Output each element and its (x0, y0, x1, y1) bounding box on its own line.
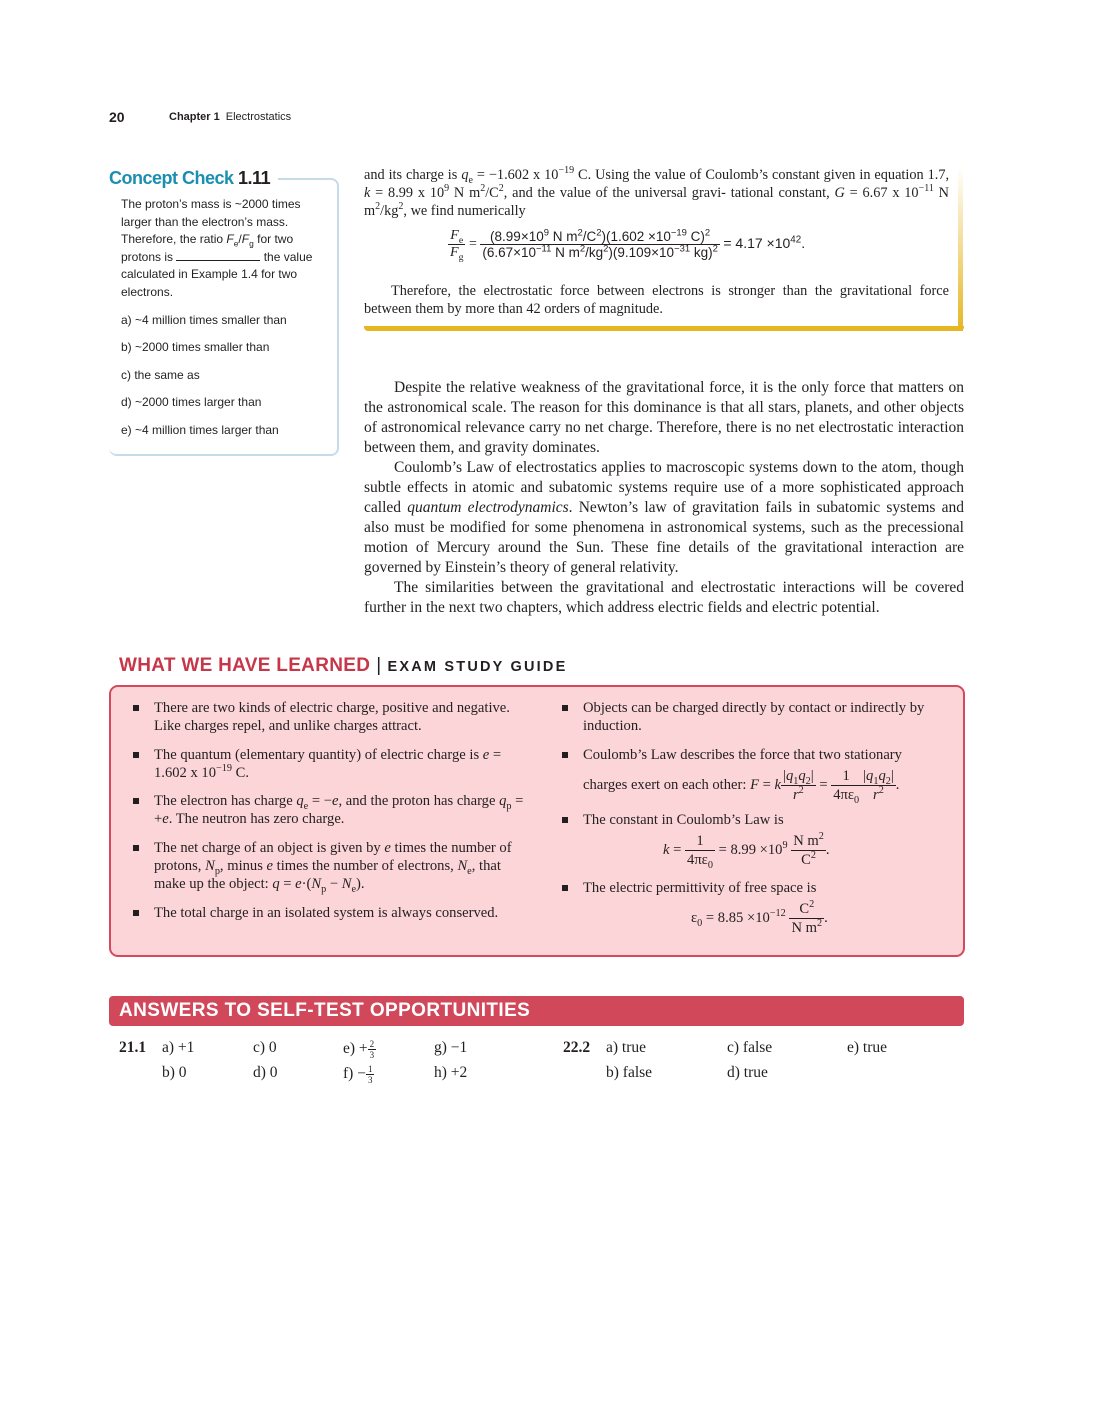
option-e[interactable]: e) ~4 million times larger than (121, 423, 279, 437)
example-text: and its charge is $q_e = -1.602$ x $10^{-19}$ C. Using the value of Coulomb’s constant given in equation 1.7, k = 8.99 x $10^9$ N $m^2/C^2$, and the value of the universal gravi- tational constant, G = 6.67 x $10^{-11}$ N $m^2/kg^2$, we find numerically (364, 165, 950, 219)
answer-21-1-f: f) − $\frac{1}{3}$ (343, 1064, 373, 1085)
ratio-equation: $\frac{F_e}{F_g}$ = $\frac{(8.99\times 10^9 N m^2/C^2)(1.602 \times 10^{-19} C)^2}{(6.67\times 10^{-11} N m^2/kg^2)(9.109\times 10^{-31} kg)^2}$ = $4.17 \times 10^{42}$. (450, 227, 806, 263)
answer-21-1-a: a) +1 (162, 1039, 195, 1056)
example-conclusion (364, 282, 949, 318)
option-c[interactable]: c) the same as (121, 368, 200, 382)
concept-check-number: 1.11 (238, 168, 271, 188)
answer-text: f) − (343, 1065, 366, 1083)
example-box-border (958, 166, 963, 331)
answer-label-22-2 (563, 1039, 590, 1057)
option-a[interactable]: a) ~4 million times smaller than (121, 313, 287, 327)
summary-item (154, 904, 534, 922)
summary-item (583, 699, 943, 735)
question-text-2: for two protons is (121, 232, 294, 264)
concept-check-question: The proton’s mass is ~2000 times larger than the electron’s mass. Therefore, the ratio $F_e/F_g$ for two protons is the value calculated in Example 1.4 for two electrons. (121, 197, 313, 299)
equation-result: = 4.17 ×10 (723, 234, 791, 251)
italic-term: quantum electrodynamics (407, 499, 569, 516)
summary-subtitle: EXAM STUDY GUIDE (387, 659, 568, 675)
paragraph-2-start: Coulomb’s Law of electrostatics applies to macroscopic systems down to the atom, though subtle effects in atomic and subatomic systems require use of a more sophisticated approach called (364, 459, 964, 516)
answer-blank (176, 260, 260, 261)
body-text (364, 378, 964, 618)
conclusion-text: Therefore, the electrostatic force between electrons is stronger than the gravitational force between them by more than 42 orders of magnitude. (364, 283, 949, 317)
answer-22-2-d: d) true (727, 1064, 768, 1081)
example-line-1b: C. Using the value of Coulomb’s constant (578, 167, 820, 183)
answer-21-1-c: c) 0 (253, 1039, 277, 1056)
option-d[interactable]: d) ~2000 times larger than (121, 395, 262, 409)
summary-item: The quantum (elementary quantity) of electric charge is e = 1.602 x $10^{-19}$ C. (154, 746, 524, 782)
k-exponent: 9 (782, 839, 788, 851)
permittivity-formula: $\varepsilon_0 = 8.85 \times 10^{-12}$ $\frac{C^2}{N m^2}$ . (691, 899, 828, 936)
question-text-3: the value calculated in Example 1.4 for two electrons. (121, 249, 313, 299)
chapter-title: Electrostatics (225, 111, 292, 123)
answer-21-1-d: d) 0 (253, 1064, 278, 1081)
coulomb-law-formula: charges exert on each other: F = k $\frac{|q_1q_2|}{r^2}$ = $\frac{1}{4\pi\varepsilon_0}$ $\frac{|q_1q_2|}{r^2}$ . (583, 768, 900, 806)
answer-21-1-b: b) 0 (162, 1064, 187, 1081)
concept-check-title (109, 168, 278, 189)
summary-item: The net charge of an object is given by e times the number of protons, $N_p$, minus e times the number of electrons, $N_e$, that make up the object: $q = e\cdot(N_p - N_e)$. (154, 839, 524, 893)
example-line-1: and its charge is (364, 167, 458, 183)
answer-21-1-g: g) −1 (434, 1039, 468, 1056)
summary-item: The electron has charge $q_e = -e$, and the proton has charge $q_p = +e$. The neutron has zero charge. (154, 792, 524, 828)
summary-item-text: The electric permittivity of free space is (583, 880, 817, 896)
k-value: = 8.99 ×10 (718, 841, 783, 858)
question-number: 21.1 (119, 1039, 147, 1056)
example-line-3: tational constant, (730, 185, 830, 201)
coulomb-constant-formula: k = $\frac{1}{4\pi\varepsilon_0}$ = $8.99 \times 10^9$ $\frac{N m^2}{C^2}$ . (663, 831, 830, 871)
paragraph-1: Despite the relative weakness of the gravitational force, it is the only force that matters on the astronomical scale. The reason for this dominance is that all stars, planets, and other objects of astronomical relevance carry no net charge. Therefore, there is no net electrostatic interaction between them, and gravity dominates. (364, 379, 964, 456)
summary-item-text: Coulomb’s Law describes the force that two stationary (583, 747, 902, 763)
epsilon-exponent: −12 (769, 907, 786, 919)
answer-21-1-h: h) +2 (434, 1064, 468, 1081)
summary-item-text: The quantum (elementary quantity) of electric charge is (154, 747, 480, 763)
answer-22-2-b: b) false (606, 1064, 653, 1081)
summary-title: WHAT WE HAVE LEARNED (119, 655, 371, 676)
question-text-1: The proton’s mass is ~2000 times larger than the electron’s mass. Therefore, the ratio (121, 197, 301, 246)
summary-item (154, 699, 524, 735)
force-ratio: F (226, 232, 234, 246)
summary-item (583, 746, 943, 764)
answer-label-21-1 (119, 1039, 146, 1057)
summary-item-text: The constant in Coulomb’s Law is (583, 812, 784, 828)
paragraph-2-end: . Newton’s law of gravitation fails in subatomic systems and also must be modified for some phenomena in astronomical systems, such as the precessional motion of Mercury around the Sun. These fine details of the gravitational interaction are governed by Einstein’s theory of general relativity. (364, 499, 965, 576)
chapter-number: Chapter 1 (169, 111, 220, 123)
concept-check-label: Concept Check (109, 168, 234, 188)
summary-item (583, 811, 943, 829)
example-line-2b: and the value of the universal gravi- (512, 185, 726, 201)
summary-item-text: Objects can be charged directly by contact or indirectly by induction. (583, 700, 925, 734)
answer-text: e) + (343, 1040, 368, 1058)
answer-22-2-e: e) true (847, 1039, 888, 1056)
summary-item-text: There are two kinds of electric charge, positive and negative. Like charges repel, and unlike charges attract. (154, 700, 510, 734)
heading-separator: | (376, 655, 382, 676)
epsilon-value: = 8.85 ×10 (705, 909, 770, 926)
example-box-bottom (364, 326, 964, 331)
answers-title: ANSWERS TO SELF-TEST OPPORTUNITIES (119, 1000, 531, 1021)
summary-item-text: The total charge in an isolated system is always conserved. (154, 905, 499, 921)
question-number: 22.2 (563, 1039, 591, 1056)
paragraph-2 (364, 458, 964, 578)
example-line-3b: we find numerically (410, 203, 526, 219)
answer-22-2-c: c) false (727, 1039, 773, 1056)
summary-item-text: charges exert on each other: (583, 776, 747, 793)
answer-21-1-e: e) + $\frac{2}{3}$ (343, 1039, 375, 1060)
answer-22-2-a: a) true (606, 1039, 647, 1056)
summary-heading (119, 655, 567, 677)
summary-item-text: The net charge of an object is given by (154, 840, 381, 856)
paragraph-3: The similarities between the gravitational and electrostatic interactions will be covered further in the next two chapters, which address electric fields and electric potential. (364, 579, 964, 616)
summary-item (583, 879, 943, 897)
page-number: 20 (109, 109, 125, 125)
example-line-2: given in equation 1.7, (823, 167, 950, 183)
summary-item-text: The electron has charge (154, 793, 293, 809)
option-b[interactable]: b) ~2000 times smaller than (121, 340, 270, 354)
running-header (169, 111, 291, 123)
equation-exponent: 42 (790, 234, 802, 246)
